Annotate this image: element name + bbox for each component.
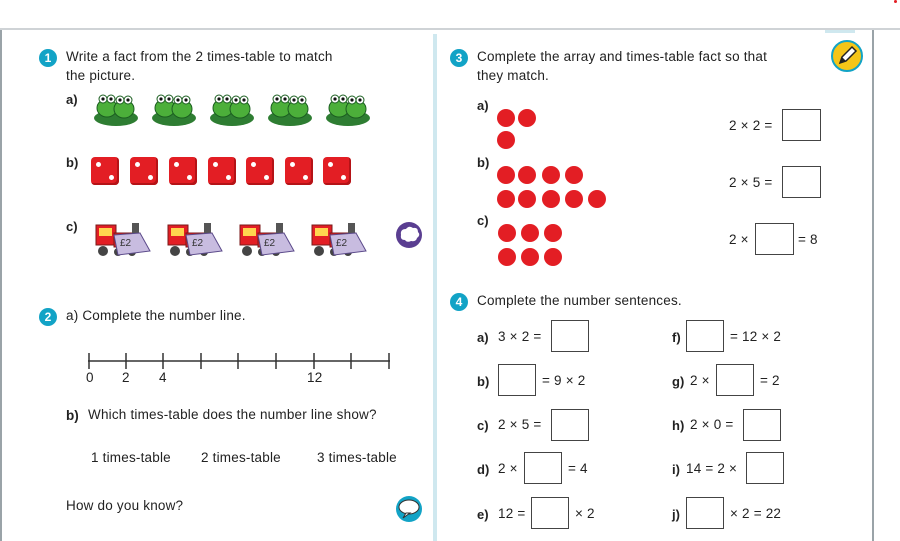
q4b-label: b): [477, 374, 490, 389]
array-dot: [521, 248, 539, 266]
coin-label: £2: [192, 238, 204, 249]
question-4-text: Complete the number sentences.: [477, 293, 682, 308]
q1-part-c-label: c): [66, 219, 78, 234]
q3-part-c-label: c): [477, 213, 489, 228]
right-border: [872, 30, 874, 541]
array-dot: [565, 190, 583, 208]
array-dot: [542, 190, 560, 208]
q4j-label: j): [672, 507, 680, 522]
q3a-fact-text: 2 × 2 =: [729, 118, 773, 133]
array-dot: [544, 248, 562, 266]
die-icon: [91, 157, 119, 185]
q4i-label: i): [672, 462, 680, 477]
tick-label-12: 12: [307, 370, 323, 385]
question-2-number: 2: [39, 308, 57, 326]
array-dot: [497, 190, 515, 208]
q4j-answer-box[interactable]: [686, 497, 724, 529]
array-dot: [498, 224, 516, 242]
q4h-label: h): [672, 418, 685, 433]
q4h-answer-box[interactable]: [743, 409, 781, 441]
q1-part-b-label: b): [66, 155, 79, 170]
coin-label: £2: [336, 238, 348, 249]
q3-part-a-label: a): [477, 98, 489, 113]
q4b-post: = 9 × 2: [542, 373, 586, 388]
q4c-pre: 2 × 5 =: [498, 417, 542, 432]
q4d-pre: 2 ×: [498, 461, 518, 476]
q3b-answer-box[interactable]: [782, 166, 821, 198]
q4e-label: e): [477, 507, 489, 522]
q4f-post: = 12 × 2: [730, 329, 782, 344]
q3c-fact-text-pre: 2 ×: [729, 232, 749, 247]
array-dot: [542, 166, 560, 184]
tick-label-2: 2: [122, 370, 130, 385]
column-divider: [433, 34, 437, 541]
q4c-answer-box[interactable]: [551, 409, 589, 441]
array-dot: [497, 166, 515, 184]
frog-icon: [93, 88, 139, 128]
frog-icon: [267, 88, 313, 128]
array-dot: [565, 166, 583, 184]
array-dot: [498, 248, 516, 266]
q4d-post: = 4: [568, 461, 588, 476]
how-do-you-know-text: How do you know?: [66, 498, 184, 513]
page-top-border: [0, 28, 900, 30]
q3c-fact-text-post: = 8: [798, 232, 818, 247]
die-icon: [246, 157, 274, 185]
q4g-post: = 2: [760, 373, 780, 388]
q4a-answer-box[interactable]: [551, 320, 589, 352]
frog-icon: [325, 88, 371, 128]
die-icon: [285, 157, 313, 185]
array-dot: [518, 190, 536, 208]
train-icon: [310, 217, 368, 263]
q4g-answer-box[interactable]: [716, 364, 754, 396]
q4a-pre: 3 × 2 =: [498, 329, 542, 344]
q4h-pre: 2 × 0 =: [690, 417, 734, 432]
die-icon: [323, 157, 351, 185]
pencil-icon: [831, 40, 863, 72]
corner-dot: [894, 0, 897, 3]
q4e-post: × 2: [575, 506, 595, 521]
question-2a-text: a) Complete the number line.: [66, 308, 246, 323]
question-3-text-line1: Complete the array and times-table fact so that: [477, 49, 768, 64]
option-1-times-table[interactable]: 1 times-table: [91, 450, 171, 465]
q3a-answer-box[interactable]: [782, 109, 821, 141]
tick-label-4: 4: [159, 370, 167, 385]
q4i-answer-box[interactable]: [746, 452, 784, 484]
question-3-text-line2: they match.: [477, 68, 549, 83]
array-dot: [588, 190, 606, 208]
option-3-times-table[interactable]: 3 times-table: [317, 450, 397, 465]
question-3-number: 3: [450, 49, 468, 67]
frog-icon: [151, 88, 197, 128]
q2-part-b-label: b): [66, 408, 79, 423]
die-icon: [169, 157, 197, 185]
train-icon: [94, 217, 152, 263]
coin-label: £2: [264, 238, 276, 249]
q4c-label: c): [477, 418, 489, 433]
q3-part-b-label: b): [477, 155, 490, 170]
array-dot: [544, 224, 562, 242]
q4a-label: a): [477, 330, 489, 345]
q1-part-a-label: a): [66, 92, 78, 107]
array-dot: [518, 109, 536, 127]
frog-icon: [209, 88, 255, 128]
q4e-answer-box[interactable]: [531, 497, 569, 529]
question-1-text-line2: the picture.: [66, 68, 136, 83]
q4f-label: f): [672, 330, 681, 345]
q4j-post: × 2 = 22: [730, 506, 782, 521]
question-1-text-line1: Write a fact from the 2 times-table to match: [66, 49, 333, 64]
train-icon: [166, 217, 224, 263]
train-icon: [238, 217, 296, 263]
q4d-answer-box[interactable]: [524, 452, 562, 484]
corner-banner: [825, 30, 855, 33]
array-dot: [518, 166, 536, 184]
option-2-times-table[interactable]: 2 times-table: [201, 450, 281, 465]
array-dot: [497, 131, 515, 149]
die-icon: [208, 157, 236, 185]
array-dot: [497, 109, 515, 127]
left-border: [0, 30, 2, 541]
tick-label-0: 0: [86, 370, 94, 385]
q4e-pre: 12 =: [498, 506, 526, 521]
question-1-number: 1: [39, 49, 57, 67]
q3b-fact-text: 2 × 5 =: [729, 175, 773, 190]
q4g-pre: 2 ×: [690, 373, 710, 388]
q4f-answer-box[interactable]: [686, 320, 724, 352]
q3c-answer-box[interactable]: [755, 223, 794, 255]
question-4-number: 4: [450, 293, 468, 311]
coin-label: £2: [120, 238, 132, 249]
q4b-answer-box[interactable]: [498, 364, 536, 396]
array-dot: [521, 224, 539, 242]
q4d-label: d): [477, 462, 490, 477]
q4i-pre: 14 = 2 ×: [686, 461, 738, 476]
die-icon: [130, 157, 158, 185]
q4g-label: g): [672, 374, 685, 389]
discuss-icon: [394, 220, 424, 250]
speech-bubble-icon: [394, 494, 424, 524]
question-2b-text: Which times-table does the number line show?: [88, 407, 377, 422]
number-line: [86, 350, 394, 372]
